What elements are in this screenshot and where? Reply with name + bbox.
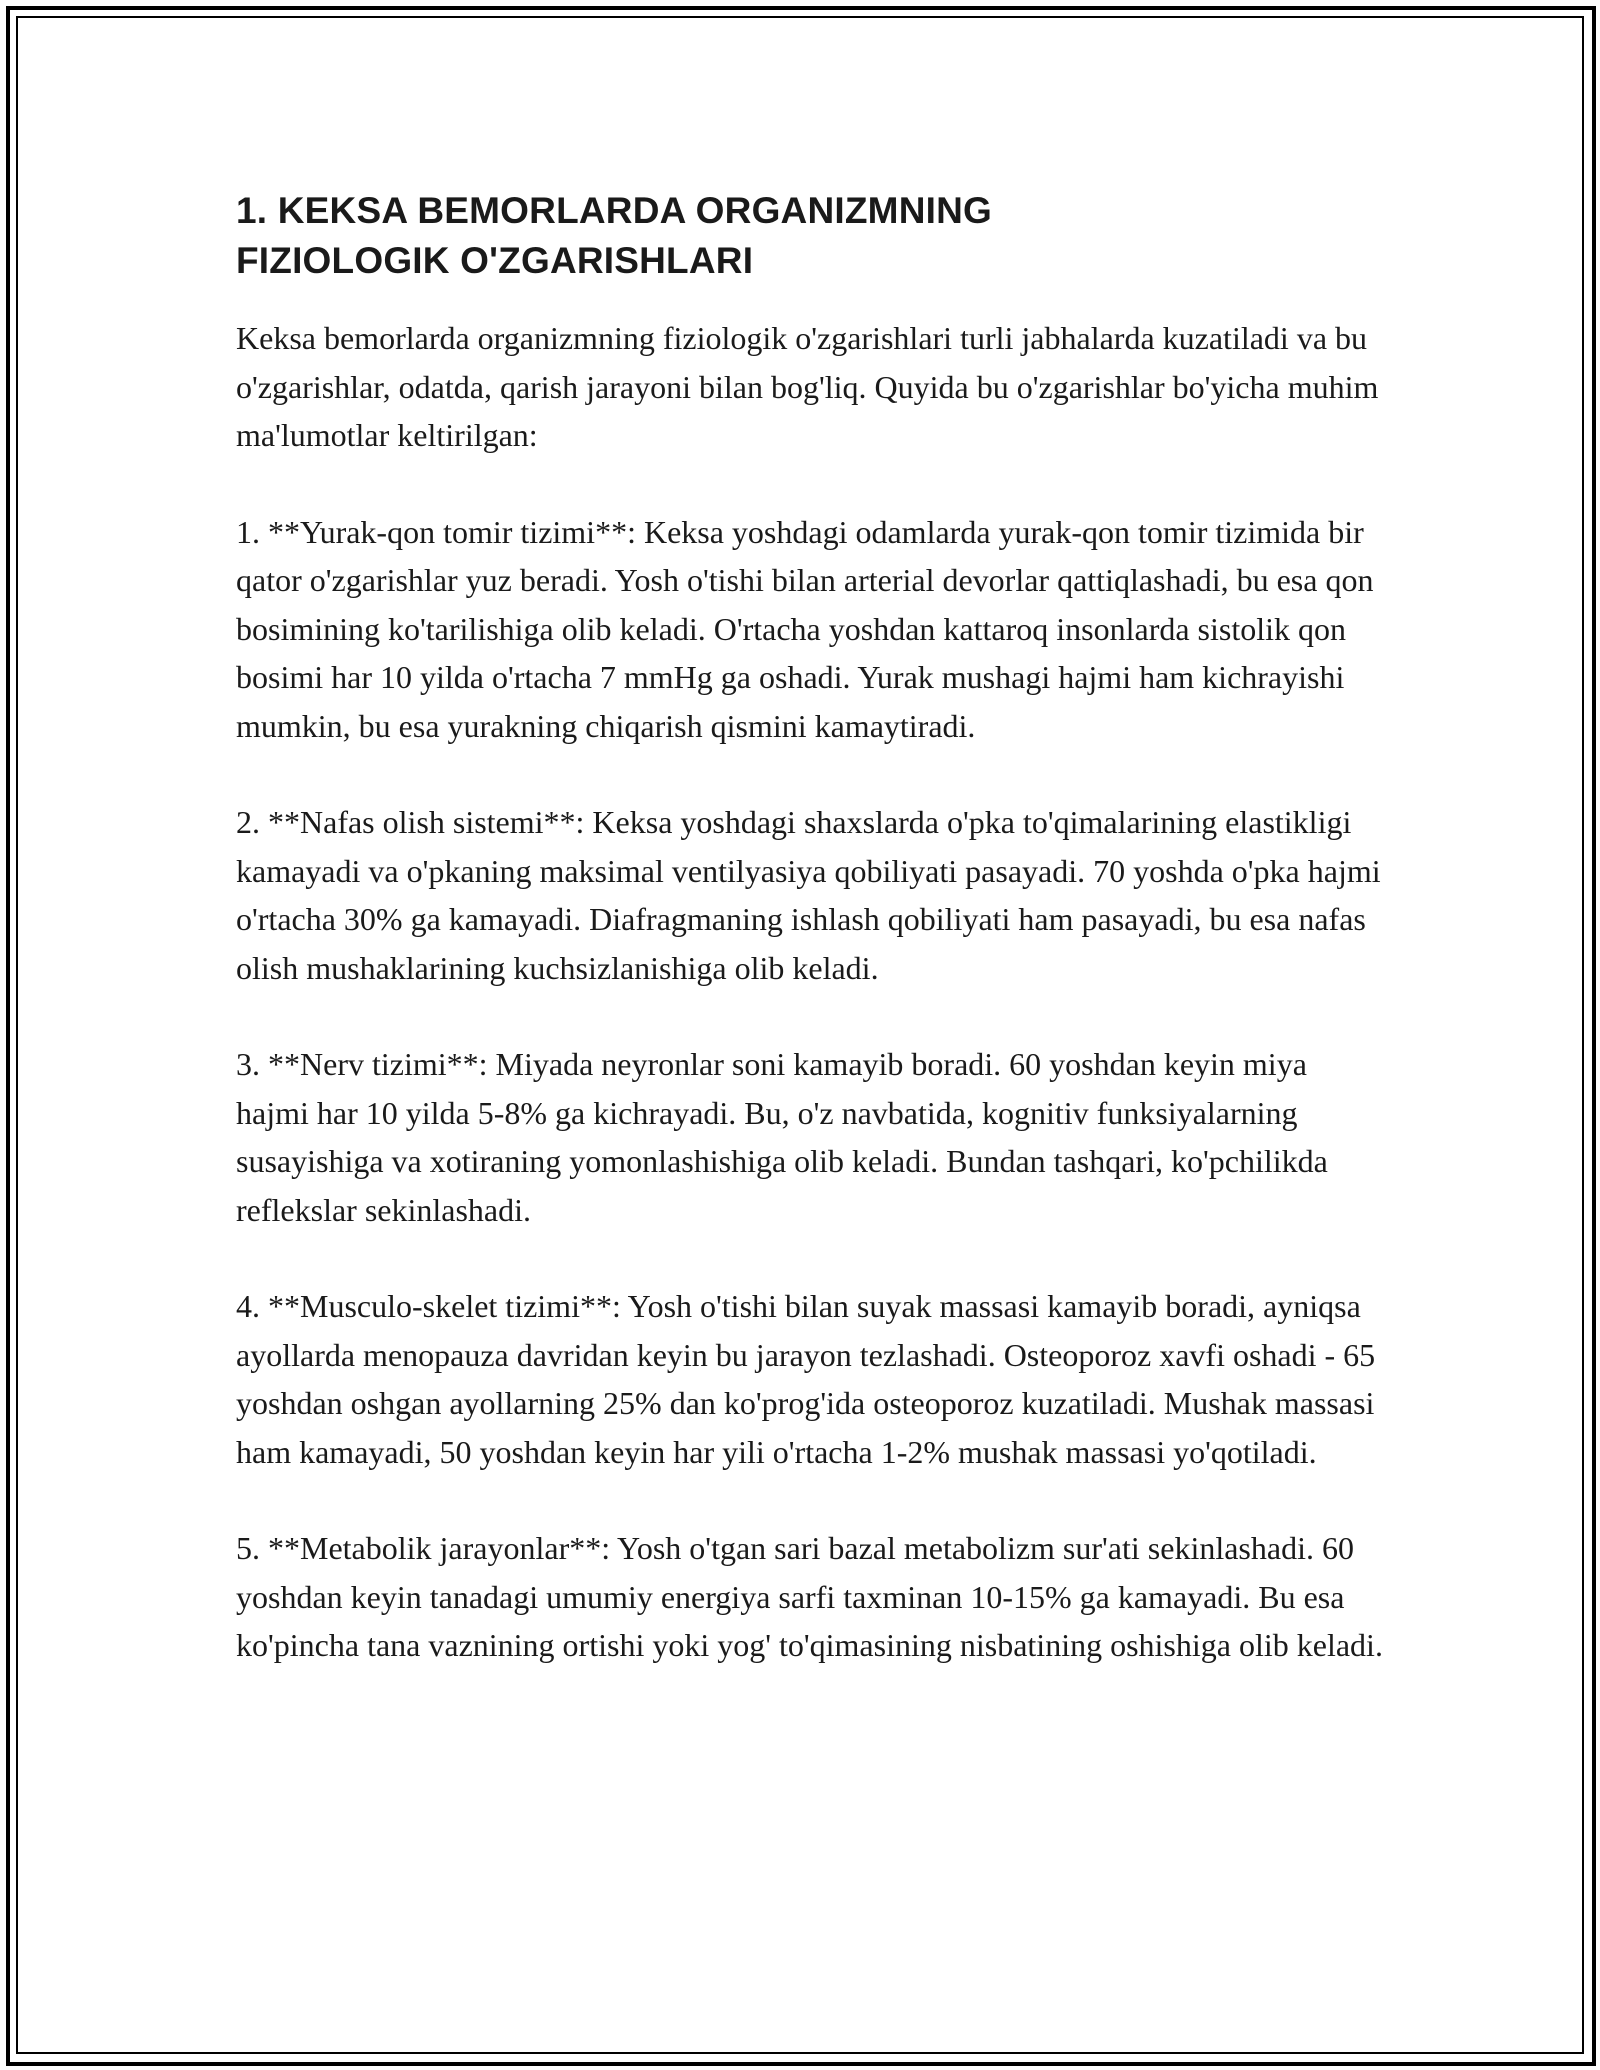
section-metabolic: 5. **Metabolik jarayonlar**: Yosh o'tgan sari bazal metabolizm sur'ati sekinlashadi. 60 yoshdan keyin tanadagi umumiy energiya sarfi taxminan 10-15% ga kamayadi. Bu esa ko'pincha tana vaznining ortishi yoki yog' to'qimasining nisbatining oshishiga olib keladi.	[236, 1530, 1383, 1663]
section-respiratory: 2. **Nafas olish sistemi**: Keksa yoshdagi shaxslarda o'pka to'qimalarining elastikligi kamayadi va o'pkaning maksimal ventilyasiya qobiliyati pasayadi. 70 yoshda o'pka hajmi o'rtacha 30% ga kamayadi. Diafragmaning ishlash qobiliyati ham pasayadi, bu esa nafas olish mushaklarining kuchsizlanishiga olib keladi.	[236, 804, 1381, 986]
section-cardiovascular: 1. **Yurak-qon tomir tizimi**: Keksa yoshdagi odamlarda yurak-qon tomir tizimida bir qator o'zgarishlar yuz beradi. Yosh o'tishi bilan arterial devorlar qattiqlashadi, bu esa qon bosimining ko'tarilishiga olib keladi. O'rtacha yoshdan kattaroq insonlarda sistolik qon bosimi har 10 yilda o'rtacha 7 mmHg ga oshadi. Yurak mushagi hajmi ham kichrayishi mumkin, bu esa yurakning chiqarish qismini kamaytiradi.	[236, 513, 1374, 744]
document-title	[236, 186, 1386, 286]
section-nervous: 3. **Nerv tizimi**: Miyada neyronlar soni kamayib boradi. 60 yoshdan keyin miya hajmi har 10 yilda 5-8% ga kichrayadi. Bu, o'z navbatida, kognitiv funksiyalarning susayishiga va xotiraning yomonlashishiga olib keladi. Bundan tashqari, ko'pchilikda reflekslar sekinlashadi.	[236, 1046, 1328, 1228]
title-line-1: 1. KEKSA BEMORLARDA ORGANIZMNING	[236, 190, 992, 231]
title-line-2: FIZIOLOGIK O'ZGARISHLARI	[236, 240, 754, 281]
section-musculoskeletal: 4. **Musculo-skelet tizimi**: Yosh o'tishi bilan suyak massasi kamayib boradi, ayniqsa ayollarda menopauza davridan keyin bu jarayon tezlashadi. Osteoporoz xavfi oshadi - 65 yoshdan oshgan ayollarning 25% dan ko'prog'ida osteoporoz kuzatiladi. Mushak massasi ham kamayadi, 50 yoshdan keyin har yili o'rtacha 1-2% mushak massasi yo'qotiladi.	[236, 1288, 1376, 1470]
intro-paragraph: Keksa bemorlarda organizmning fiziologik o'zgarishlari turli jabhalarda kuzatiladi va bu o'zgarishlar, odatda, qarish jarayoni bilan bog'liq. Quyida bu o'zgarishlar bo'yicha muhim ma'lumotlar keltirilgan:	[236, 320, 1379, 453]
document-body	[236, 186, 1386, 1718]
